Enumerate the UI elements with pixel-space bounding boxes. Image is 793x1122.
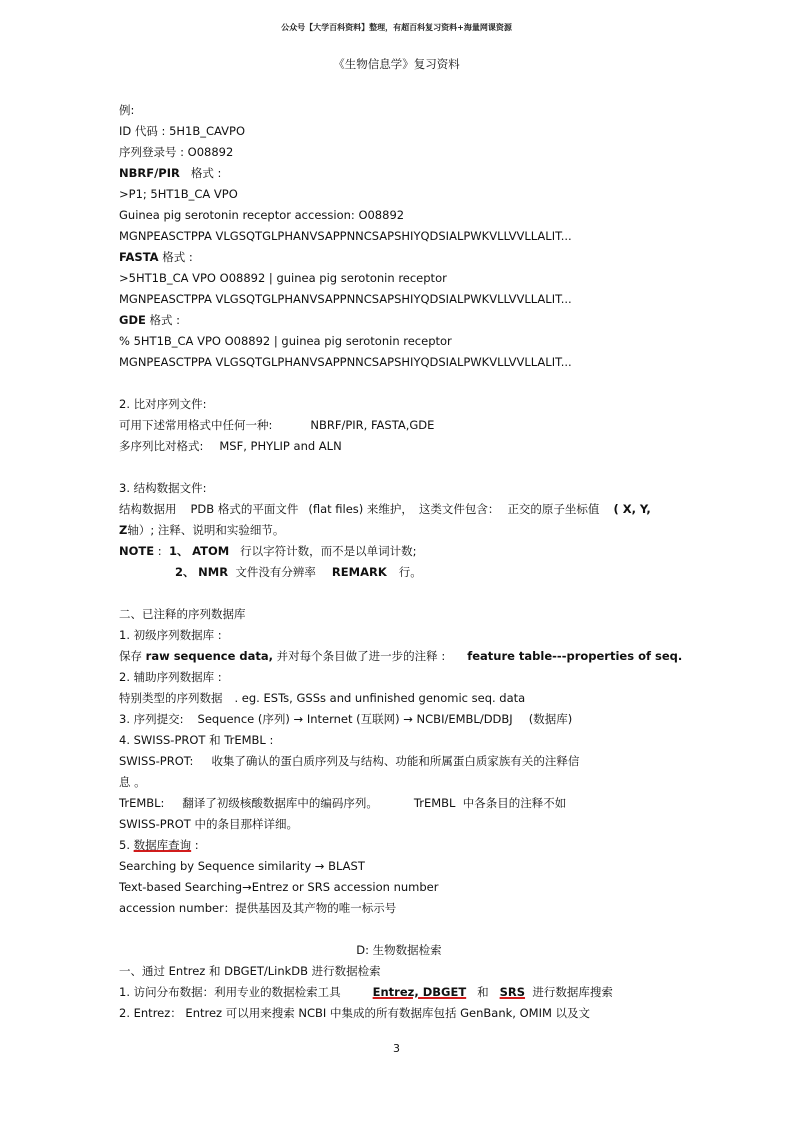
note2-end: 行。 <box>398 565 422 579</box>
submission-line <box>119 709 679 730</box>
fasta-label: FASTA <box>119 250 159 264</box>
primary-db-heading: 1. 初级序列数据库 : <box>119 628 222 642</box>
db-query-number: 5. <box>119 838 130 852</box>
swissprot-l1-text: 收集了确认的蛋白质序列及与结构、功能和所属蛋白质家族有关的注释信 <box>211 754 580 768</box>
structure-l2-axis: Z <box>119 523 128 537</box>
retrieval-l1-srs: SRS <box>499 985 526 999</box>
structure-l1-f: ( X, Y, <box>613 502 651 516</box>
note-label: NOTE <box>119 544 155 558</box>
retrieval-l1-e: 进行数据库搜索 <box>532 985 613 999</box>
note-colon: : <box>157 544 162 558</box>
retrieval-subheading: 一、通过 Entrez 和 DBGET/LinkDB 进行数据检索 <box>119 964 381 978</box>
fasta-line-1: >5HT1B_CA VPO O08892 | guinea pig serotonin receptor <box>119 271 447 285</box>
annotated-heading: 二、已注释的序列数据库 <box>119 607 246 621</box>
structure-l1-d: 这类文件包含： <box>418 502 500 516</box>
note1-number: 1、 <box>168 544 189 558</box>
structure-l1-a: 结构数据用 <box>119 502 177 516</box>
document-body <box>119 100 683 1024</box>
structure-heading: 3. 结构数据文件: <box>119 481 207 495</box>
primary-db-c: 并对每个条目做了进一步的注释 : <box>276 649 446 663</box>
alignment-l2-formats: MSF, PHYLIP and ALN <box>219 439 342 453</box>
nbrf-heading <box>119 163 679 184</box>
trembl-l1-text2: 中各条目的注释不如 <box>462 796 567 810</box>
structure-l1-e: 正交的原子坐标值 <box>507 502 600 516</box>
secondary-db-b: . eg. ESTs, GSSs and unfinished genomic seq. data <box>234 691 526 705</box>
retrieval-l1-and: 和 <box>477 985 489 999</box>
primary-db-d: feature table---properties of seq. <box>467 649 683 663</box>
db-query-line-2: Text-based Searching→Entrez or SRS accession number <box>119 880 439 894</box>
primary-db-a: 保存 <box>119 649 142 663</box>
gde-heading <box>119 310 679 331</box>
accession-line: 序列登录号 : O08892 <box>119 145 234 159</box>
nbrf-sequence: MGNPEASCTPPA VLGSQTGLPHANVSAPPNNCSAPSHIYQDSIALPWKVLLVVLLALIT... <box>119 229 572 243</box>
db-query-title: 数据库查询 <box>133 838 192 852</box>
trembl-l1-label: TrEMBL: <box>119 796 165 810</box>
db-query-heading <box>119 835 679 856</box>
note2-keyword: NMR <box>198 565 229 579</box>
primary-db-line <box>119 646 683 667</box>
example-label: 例: <box>119 103 135 117</box>
gde-label: GDE <box>119 313 146 327</box>
retrieval-heading: D: 生物数据检索 <box>356 943 442 957</box>
retrieval-l1-a: 1. 访问分布数据：利用专业的数据检索工具 <box>119 985 341 999</box>
alignment-l1-formats: NBRF/PIR, FASTA,GDE <box>310 418 435 432</box>
document-title: 《生物信息学》复习资料 <box>333 57 460 71</box>
alignment-line-1 <box>119 415 679 436</box>
secondary-db-heading: 2. 辅助序列数据库 : <box>119 670 222 684</box>
note1-text: 行以字符计数，而不是以单词计数; <box>240 544 417 558</box>
source-note: 公众号【大学百科资料】整理，有超百科复习资料+海量网课资源 <box>281 23 512 32</box>
gde-line-1: % 5HT1B_CA VPO O08892 | guinea pig serotonin receptor <box>119 334 452 348</box>
note2-text: 文件没有分辨率 <box>235 565 316 579</box>
alignment-heading: 2. 比对序列文件: <box>119 397 207 411</box>
swissprot-line-1 <box>119 751 679 772</box>
submission-c: (数据库) <box>528 712 573 726</box>
nbrf-label: NBRF/PIR <box>119 166 180 180</box>
retrieval-l1-tools: Entrez, DBGET <box>372 985 467 999</box>
trembl-l1-label2: TrEMBL <box>413 796 456 810</box>
alignment-l1-text: 可用下述常用格式中任何一种: <box>119 418 273 432</box>
submission-b: Sequence (序列) → Internet (互联网) → NCBI/EMBL/DDBJ <box>197 712 513 726</box>
gde-sequence: MGNPEASCTPPA VLGSQTGLPHANVSAPPNNCSAPSHIYQDSIALPWKVLLVVLLALIT... <box>119 355 572 369</box>
gde-suffix: 格式 : <box>149 313 181 327</box>
fasta-suffix: 格式 : <box>162 250 193 264</box>
fasta-heading <box>119 247 679 268</box>
secondary-db-a: 特别类型的序列数据 <box>119 691 223 705</box>
structure-l2-text: 轴）; 注释、说明和实验细节。 <box>127 523 285 537</box>
submission-a: 3. 序列提交: <box>119 712 184 726</box>
swissprot-line-2: 息 。 <box>119 775 146 789</box>
secondary-db-line <box>119 688 679 709</box>
note2-keyword-2: REMARK <box>331 565 387 579</box>
swissprot-heading: 4. SWISS-PROT 和 TrEMBL : <box>119 733 274 747</box>
alignment-line-2 <box>119 436 679 457</box>
note-line-2 <box>119 562 679 583</box>
nbrf-line-2: Guinea pig serotonin receptor accession: O08892 <box>119 208 405 222</box>
trembl-line-1 <box>119 793 679 814</box>
nbrf-suffix: 格式 : <box>190 166 222 180</box>
retrieval-line-1 <box>119 982 679 1003</box>
trembl-line-2: SWISS-PROT 中的条目那样详细。 <box>119 817 298 831</box>
page-number: 3 <box>393 1042 400 1055</box>
trembl-l1-text: 翻译了初级核酸数据库中的编码序列。 <box>182 796 378 810</box>
note-line-1 <box>119 541 679 562</box>
note2-number: 2、 <box>175 565 195 579</box>
retrieval-line-2: 2. Entrez： Entrez 可以用来搜索 NCBI 中集成的所有数据库包括 GenBank, OMIM 以及文 <box>119 1006 591 1020</box>
id-code-line: ID 代码 : 5H1B_CAVPO <box>119 124 246 138</box>
structure-l1-b: PDB 格式的平面文件 <box>190 502 299 516</box>
note1-keyword: ATOM <box>192 544 230 558</box>
db-query-line-1: Searching by Sequence similarity → BLAST <box>119 859 365 873</box>
db-query-colon: : <box>194 838 199 852</box>
structure-line-2 <box>119 520 679 541</box>
structure-l1-c: (flat files) 来维护， <box>308 502 413 516</box>
db-query-line-3: accession number：提供基因及其产物的唯一标示号 <box>119 901 397 915</box>
alignment-l2-text: 多序列比对格式: <box>119 439 204 453</box>
structure-line-1 <box>119 499 679 520</box>
swissprot-l1-label: SWISS-PROT: <box>119 754 194 768</box>
primary-db-b: raw sequence data, <box>145 649 274 663</box>
nbrf-line-1: >P1; 5HT1B_CA VPO <box>119 187 238 201</box>
fasta-sequence: MGNPEASCTPPA VLGSQTGLPHANVSAPPNNCSAPSHIYQDSIALPWKVLLVVLLALIT... <box>119 292 572 306</box>
